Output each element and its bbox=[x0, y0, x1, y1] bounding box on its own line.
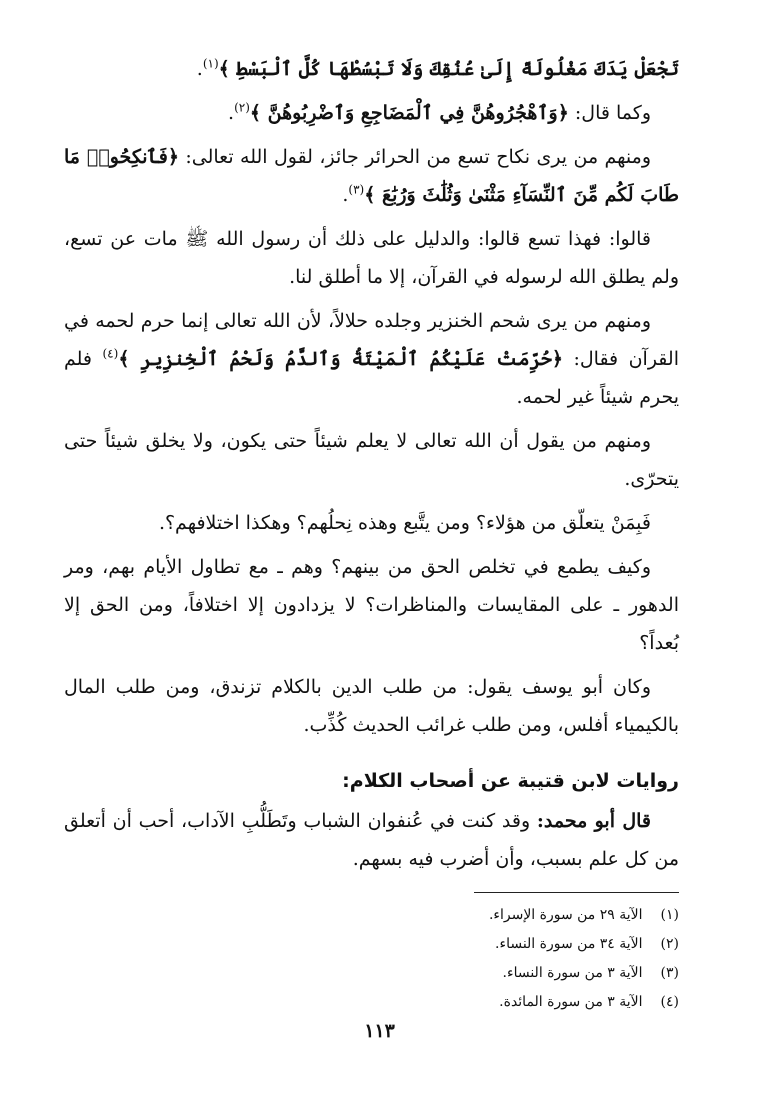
paragraph-text: وكان أبو يوسف يقول: من طلب الدين بالكلام تزندق، ومن طلب المال بالكيمياء أفلس، ومن طلب غرائب الحديث كُذِّب. bbox=[64, 676, 679, 736]
footnote-number: (٣) bbox=[660, 965, 679, 981]
paragraph-text: وكيف يطمع في تخلص الحق من بينهم؟ وهم ـ مع تطاول الأيام بهم، ومر الدهور ـ على المقايسات والمناظرات؟ لا يزدادون إلا اختلافاً، ومن الحق إلا بُعداً؟ bbox=[64, 556, 679, 654]
quran-verse: ﴿فَٱنكِحُوا۟ مَا طَابَ لَكُم مِّنَ ٱلنِّسَآءِ مَثْنَىٰ وَثُلَٰثَ وَرُبَٰعَ ﴾ bbox=[64, 146, 679, 206]
footnote-number: (٢) bbox=[660, 936, 679, 952]
paragraph-end: . bbox=[196, 58, 203, 80]
footnote-ref: (٣) bbox=[348, 182, 365, 197]
paragraph-verse-4 bbox=[64, 302, 679, 416]
paragraph-end: . bbox=[342, 184, 349, 206]
quran-verse: تَجْعَلْ يَدَكَ مَغْلُولَةً إِلَىٰ عُنُقِكَ وَلَا تَبْسُطْهَا كُلَّ ٱلْبَسْطِ ﴾ bbox=[218, 58, 679, 80]
footnote-item bbox=[64, 901, 679, 930]
footnote-item bbox=[64, 988, 679, 1017]
footnote-ref: (٢) bbox=[234, 100, 250, 115]
paragraph-final bbox=[64, 802, 679, 878]
footnote-ref: (١) bbox=[202, 56, 219, 71]
footnote-item bbox=[64, 930, 679, 959]
quran-verse: ﴿حُرِّمَتْ عَلَيْكُمُ ٱلْمَيْتَةُ وَٱلدَّمُ وَلَحْمُ ٱلْخِنزِيرِ ﴾ bbox=[118, 348, 563, 370]
paragraph-end: . bbox=[228, 102, 235, 124]
paragraph-text: ومنهم من يقول أن الله تعالى لا يعلم شيئاً حتى يكون، ولا يخلق شيئاً حتى يتحرّى. bbox=[64, 430, 679, 490]
paragraph-lead: ومنهم من يرى نكاح تسع من الحرائر جائز، لقول الله تعالى: bbox=[178, 146, 652, 168]
footnote-item bbox=[64, 959, 679, 988]
page-body bbox=[64, 50, 679, 1017]
speaker-lead: قال أبو محمد: bbox=[536, 810, 651, 832]
quran-verse: ﴿وَٱهْجُرُوهُنَّ فِي ٱلْمَضَاجِعِ وَٱضْرِبُوهُنَّ ﴾ bbox=[249, 102, 569, 124]
footnote-number: (١) bbox=[660, 907, 679, 923]
paragraph-text: قالوا: فهذا تسع قالوا: والدليل على ذلك أن رسول الله ﷺ مات عن تسع، ولم يطلق الله لرسوله في القرآن، إلا ما أطلق لنا. bbox=[64, 228, 679, 288]
paragraph-verse-1 bbox=[64, 50, 679, 88]
paragraph-body: وقد كنت في عُنفوان الشباب وتَطَلُّبِ الآداب، أحب أن أتعلق من كل علم بسبب، وأن أضرب فيه بسهم. bbox=[64, 810, 679, 870]
footnote-text: الآية ٣ من سورة النساء. bbox=[502, 965, 643, 981]
footnote-text: الآية ٣٤ من سورة النساء. bbox=[495, 936, 643, 952]
footnotes-list bbox=[64, 901, 679, 1017]
footnote-divider bbox=[474, 892, 679, 893]
paragraph-verse-2 bbox=[64, 94, 679, 132]
footnote-text: الآية ٢٩ من سورة الإسراء. bbox=[488, 907, 643, 923]
paragraph-end: فلم يحرم شيئاً غير لحمه. bbox=[64, 348, 679, 408]
paragraph-lead: وكما قال: bbox=[568, 102, 651, 124]
footnote-ref: (٤) bbox=[102, 346, 119, 361]
paragraph-verse-3 bbox=[64, 138, 679, 214]
footnote-number: (٤) bbox=[660, 994, 679, 1010]
footnote-text: الآية ٣ من سورة المائدة. bbox=[499, 994, 643, 1010]
page-number: ١١٣ bbox=[364, 1020, 395, 1042]
paragraph-lead: ومنهم من يرى شحم الخنزير وجلده حلالاً، لأن الله تعالى إنما حرم لحمه في القرآن فقال: bbox=[64, 310, 679, 370]
section-heading: روايات لابن قتيبة عن أصحاب الكلام: bbox=[342, 770, 679, 792]
paragraph-text: فَبِمَنْ يتعلّق من هؤلاء؟ ومن يتَّبع وهذه نِحلُهم؟ وهكذا اختلافهم؟. bbox=[158, 512, 651, 534]
